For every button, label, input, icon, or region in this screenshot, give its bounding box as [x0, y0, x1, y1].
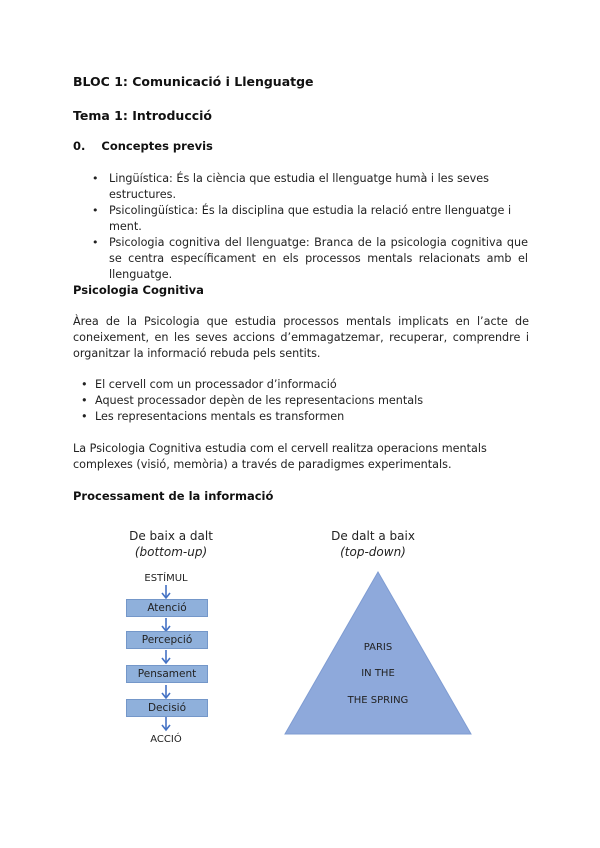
pyramid-line-1: PARIS	[363, 642, 393, 653]
processament-title: Processament de la informació	[73, 489, 274, 503]
section-number: 0.	[73, 139, 86, 153]
psico-title: Psicologia Cognitiva	[73, 283, 204, 297]
top-down-title: De dalt a baix (top-down)	[331, 529, 415, 559]
bloc-title: BLOC 1: Comunicació i Llenguatge	[73, 74, 314, 89]
flow-step-percepcio: Percepció	[126, 631, 208, 649]
tema-title: Tema 1: Introducció	[73, 108, 213, 123]
bottom-up-title: De baix a dalt (bottom-up)	[129, 529, 213, 559]
concept-item: • Lingüística: És la ciència que estudia el llenguatge humà i les seves estructures.	[92, 172, 489, 201]
section-heading	[73, 139, 213, 153]
psico-bullets	[73, 377, 523, 425]
psico-paragraph-2: La Psicologia Cognitiva estudia com el cervell realitza operacions mentals complexes (visió, memòria) a través de paradigmes experimentals.	[73, 442, 487, 471]
flow-step-atencio: Atenció	[126, 599, 208, 617]
pyramid-line-3: THE SPRING	[347, 695, 409, 706]
concept-item: • Psicolingüística: És la disciplina que estudia la relació entre llenguatge i ment.	[92, 204, 512, 233]
stimulus-label: ESTÍMUL	[144, 573, 188, 584]
flow-step-decisio: Decisió	[126, 699, 208, 717]
list-item: • El cervell com un processador d’informació	[73, 377, 523, 393]
concept-item: • Psicologia cognitiva del llenguatge: Branca de la psicologia cognitiva que se centra específicament en els processos mentals relacionats amb el llenguatge.	[92, 236, 528, 281]
section-title: Conceptes previs	[101, 139, 213, 153]
pyramid-line-2: IN THE	[361, 668, 395, 679]
list-item: • Les representacions mentals es transformen	[73, 409, 523, 425]
list-item: • Aquest processador depèn de les representacions mentals	[73, 393, 523, 409]
flow-step-pensament: Pensament	[126, 665, 208, 683]
action-label: ACCIÓ	[150, 734, 182, 745]
psico-paragraph: Àrea de la Psicologia que estudia processos mentals implicats en l’acte de coneixement, en les seves accions d’emmagatzemar, recuperar, comprendre i organitzar la informació rebuda pels sentits.	[73, 315, 529, 360]
pyramid-triangle	[283, 570, 473, 736]
